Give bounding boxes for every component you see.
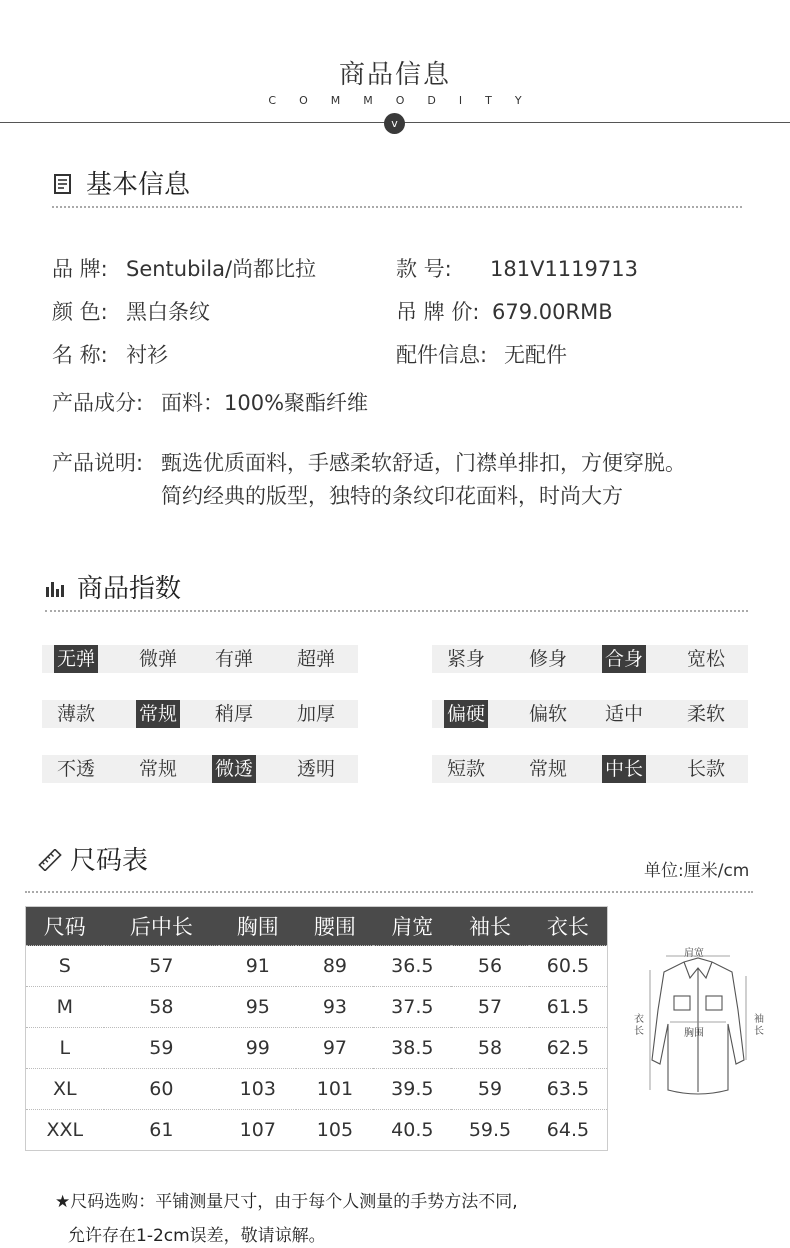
size-column-header: 后中长 bbox=[104, 907, 220, 946]
index-option: 微弹 bbox=[139, 648, 178, 670]
index-option: 加厚 bbox=[297, 703, 336, 725]
shirt-diagram-icon bbox=[628, 940, 768, 1100]
index-option: 适中 bbox=[605, 703, 644, 725]
price-row bbox=[396, 296, 613, 326]
table-cell: 107 bbox=[219, 1110, 296, 1151]
note-line-2: 允许存在1-2cm误差，敬请谅解。 bbox=[68, 1226, 326, 1246]
composition-label: 产品成分: bbox=[52, 391, 144, 415]
diagram-length-label: 衣长 bbox=[634, 1014, 644, 1037]
section-basic-title: 基本信息 bbox=[86, 170, 191, 200]
style-row bbox=[396, 253, 638, 283]
index-group bbox=[432, 645, 748, 673]
color-value: 黑白条纹 bbox=[126, 300, 210, 324]
table-cell: 40.5 bbox=[373, 1110, 451, 1151]
table-cell: 58 bbox=[104, 987, 220, 1028]
diagram-shoulder-label: 肩宽 bbox=[684, 948, 704, 959]
table-cell: 59.5 bbox=[451, 1110, 529, 1151]
brand-label: 品 牌: bbox=[52, 257, 108, 281]
table-row bbox=[26, 946, 608, 987]
table-cell: 57 bbox=[104, 946, 220, 987]
index-option: 修身 bbox=[529, 648, 568, 670]
style-label: 款 号: bbox=[396, 257, 452, 281]
index-option-selected: 微透 bbox=[212, 755, 256, 783]
table-cell: 99 bbox=[219, 1028, 296, 1069]
index-group bbox=[432, 755, 748, 783]
table-cell: 59 bbox=[451, 1069, 529, 1110]
index-divider bbox=[45, 610, 748, 612]
document-icon bbox=[52, 172, 74, 194]
table-row bbox=[26, 987, 608, 1028]
index-group bbox=[42, 700, 358, 728]
index-option: 稍厚 bbox=[215, 703, 254, 725]
table-cell: 59 bbox=[104, 1028, 220, 1069]
index-group bbox=[432, 700, 748, 728]
section-size bbox=[38, 840, 148, 877]
table-cell: 64.5 bbox=[529, 1110, 608, 1151]
table-cell: 63.5 bbox=[529, 1069, 608, 1110]
table-cell: 91 bbox=[219, 946, 296, 987]
composition-value: 面料：100%聚酯纤维 bbox=[161, 391, 369, 415]
description-label: 产品说明: bbox=[52, 451, 144, 475]
table-cell: 97 bbox=[296, 1028, 373, 1069]
table-cell: 57 bbox=[451, 987, 529, 1028]
index-option: 超弹 bbox=[297, 648, 336, 670]
size-column-header: 衣长 bbox=[529, 907, 608, 946]
index-option: 柔软 bbox=[687, 703, 726, 725]
table-row bbox=[26, 1110, 608, 1151]
table-cell: L bbox=[26, 1028, 104, 1069]
table-cell: 60 bbox=[104, 1069, 220, 1110]
page-title: 商品信息 bbox=[338, 60, 451, 90]
index-group bbox=[42, 645, 358, 673]
table-cell: XXL bbox=[26, 1110, 104, 1151]
size-divider bbox=[25, 891, 753, 893]
name-label: 名 称: bbox=[52, 343, 108, 367]
index-option-selected: 无弹 bbox=[54, 645, 98, 673]
accessory-label: 配件信息: bbox=[396, 343, 488, 367]
style-value: 181V1119713 bbox=[490, 257, 638, 281]
table-cell: 58 bbox=[451, 1028, 529, 1069]
table-cell: 93 bbox=[296, 987, 373, 1028]
section-basic-info bbox=[52, 164, 190, 201]
section-size-title: 尺码表 bbox=[70, 846, 149, 876]
index-option: 透明 bbox=[297, 758, 336, 780]
table-cell: 36.5 bbox=[373, 946, 451, 987]
index-option: 短款 bbox=[447, 758, 486, 780]
index-option: 偏软 bbox=[529, 703, 568, 725]
size-table-header bbox=[26, 907, 608, 946]
index-option: 长款 bbox=[687, 758, 726, 780]
index-option: 有弹 bbox=[215, 648, 254, 670]
table-cell: 60.5 bbox=[529, 946, 608, 987]
table-cell: M bbox=[26, 987, 104, 1028]
size-column-header: 肩宽 bbox=[373, 907, 451, 946]
basic-divider bbox=[52, 206, 742, 208]
color-label: 颜 色: bbox=[52, 300, 108, 324]
brand-row bbox=[52, 253, 316, 283]
accessory-row bbox=[396, 339, 567, 369]
table-cell: S bbox=[26, 946, 104, 987]
description-row bbox=[52, 447, 686, 477]
index-group bbox=[42, 755, 358, 783]
table-row bbox=[26, 1028, 608, 1069]
size-column-header: 腰围 bbox=[296, 907, 373, 946]
ruler-icon bbox=[38, 848, 62, 870]
index-option: 紧身 bbox=[447, 648, 486, 670]
index-option-selected: 合身 bbox=[602, 645, 646, 673]
name-row bbox=[52, 339, 168, 369]
table-cell: 39.5 bbox=[373, 1069, 451, 1110]
table-cell: 61 bbox=[104, 1110, 220, 1151]
size-column-header: 尺码 bbox=[26, 907, 104, 946]
size-unit: 单位:厘米/cm bbox=[644, 861, 750, 881]
size-column-header: 胸围 bbox=[219, 907, 296, 946]
table-cell: 89 bbox=[296, 946, 373, 987]
table-cell: 61.5 bbox=[529, 987, 608, 1028]
table-cell: 105 bbox=[296, 1110, 373, 1151]
index-option: 常规 bbox=[139, 758, 178, 780]
index-option: 常规 bbox=[529, 758, 568, 780]
index-option: 宽松 bbox=[687, 648, 726, 670]
brand-value: Sentubila/尚都比拉 bbox=[126, 257, 317, 281]
price-label: 吊 牌 价: bbox=[396, 300, 480, 324]
index-option-selected: 常规 bbox=[136, 700, 180, 728]
chevron-down-icon: v bbox=[384, 113, 405, 134]
description-line-2: 简约经典的版型，独特的条纹印花面料，时尚大方 bbox=[161, 484, 623, 508]
accessory-value: 无配件 bbox=[504, 343, 567, 367]
section-index-title: 商品指数 bbox=[77, 574, 182, 604]
index-option-selected: 中长 bbox=[602, 755, 646, 783]
diagram-sleeve-label: 袖长 bbox=[754, 1014, 764, 1037]
note-line-1: ★尺码选购：平铺测量尺寸，由于每个人测量的手势方法不同, bbox=[55, 1192, 518, 1212]
section-index bbox=[45, 568, 181, 605]
size-column-header: 袖长 bbox=[451, 907, 529, 946]
bar-chart-icon bbox=[45, 576, 65, 598]
description-line-1: 甄选优质面料，手感柔软舒适，门襟单排扣，方便穿脱。 bbox=[161, 451, 686, 475]
page-subtitle: COMMODITY bbox=[268, 94, 545, 107]
composition-row bbox=[52, 387, 368, 417]
table-cell: 38.5 bbox=[373, 1028, 451, 1069]
name-value: 衬衫 bbox=[126, 343, 168, 367]
index-option: 不透 bbox=[57, 758, 96, 780]
table-cell: 56 bbox=[451, 946, 529, 987]
table-row bbox=[26, 1069, 608, 1110]
diagram-chest-label: 胸围 bbox=[684, 1028, 704, 1039]
size-table bbox=[25, 906, 608, 1151]
color-row bbox=[52, 296, 210, 326]
index-option-selected: 偏硬 bbox=[444, 700, 488, 728]
price-value: 679.00RMB bbox=[492, 300, 613, 324]
table-cell: XL bbox=[26, 1069, 104, 1110]
table-cell: 101 bbox=[296, 1069, 373, 1110]
table-cell: 62.5 bbox=[529, 1028, 608, 1069]
index-option: 薄款 bbox=[57, 703, 96, 725]
table-cell: 37.5 bbox=[373, 987, 451, 1028]
table-cell: 103 bbox=[219, 1069, 296, 1110]
table-cell: 95 bbox=[219, 987, 296, 1028]
